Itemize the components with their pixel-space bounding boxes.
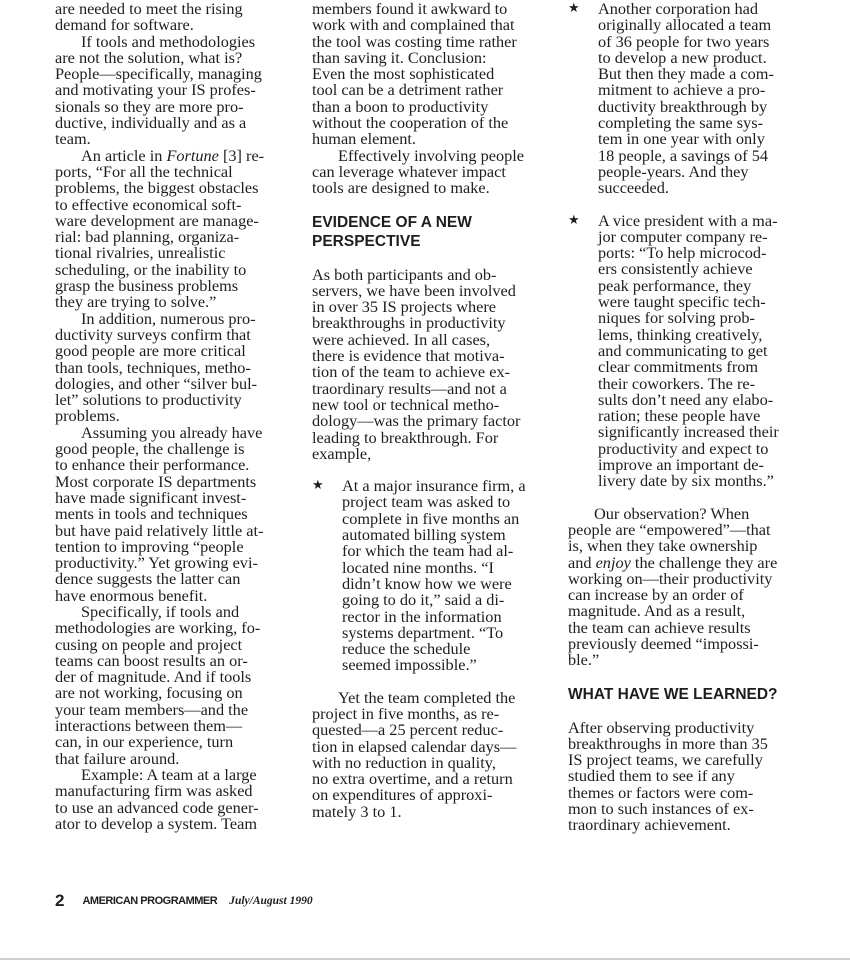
text-line: A vice president with a ma- — [598, 210, 778, 230]
text-line: themes or factors were com- — [568, 782, 754, 802]
text-line: niques for solving prob- — [598, 308, 755, 328]
text-line: After observing productivity — [568, 717, 755, 737]
text-line: located nine months. “I — [342, 557, 494, 577]
text-line: rial: bad planning, organiza- — [55, 227, 240, 247]
text-line: and enjoy the challenge they are — [568, 552, 778, 572]
text-line: cusing on people and project — [55, 634, 243, 654]
text-line: ductive, individually and as a — [55, 113, 247, 133]
text-line: lems, thinking creatively, — [598, 324, 763, 344]
text-line: project team was asked to — [342, 492, 511, 512]
text-line: going to do it,” said a di- — [342, 590, 505, 610]
text-line: methodologies are working, fo- — [55, 618, 261, 638]
text-line: If tools and methodologies — [81, 31, 256, 51]
text-line: no extra overtime, and a return — [312, 769, 513, 789]
text-line: and communicating to get — [598, 340, 768, 360]
text-line: dologies, and other “silver bul- — [55, 373, 258, 393]
text-line: peak performance, they — [598, 275, 752, 295]
text-line: At a major insurance firm, a — [342, 476, 526, 496]
text-line: ductivity surveys confirm that — [55, 324, 251, 344]
text-line: are not working, focusing on — [55, 683, 243, 703]
text-line: have made significant invest- — [55, 487, 247, 507]
text-line: tion in elapsed calendar days— — [312, 736, 517, 756]
text-line: without the cooperation of the — [312, 113, 509, 133]
text-line: People—specifically, managing — [55, 64, 262, 84]
column-2-paragraphs-top — [312, 1, 544, 197]
column-2-paragraph-evidence — [312, 264, 544, 463]
text-line: dology—was the primary factor — [312, 411, 521, 431]
text-line: to enhance their performance. — [55, 455, 250, 475]
text-line: is, when they take ownership — [568, 536, 758, 556]
text-line: completing the same sys- — [598, 113, 764, 133]
text-line: complete in five months an — [342, 508, 520, 528]
text-line: 18 people, a savings of 54 — [598, 145, 769, 165]
text-line: good people, the challenge is — [55, 439, 245, 459]
text-line: Even the most sophisticated — [312, 64, 495, 84]
text-line: An article in Fortune [3] re- — [81, 145, 265, 165]
text-line: Effectively involving people — [338, 145, 524, 165]
text-line: people are “empowered”—that — [568, 519, 771, 539]
text-line: working on—their productivity — [568, 568, 773, 588]
text-line: team. — [55, 129, 91, 149]
bullet-another-corporation — [568, 1, 804, 197]
page-footer — [55, 891, 313, 911]
text-line: new tool or technical metho- — [312, 394, 500, 414]
text-line: members found it awkward to — [312, 0, 508, 18]
text-line: productivity.” Yet growing evi- — [55, 553, 258, 573]
text-line: IS project teams, we carefully — [568, 750, 763, 770]
section-heading-evidence-line-1: EVIDENCE OF A NEW — [312, 213, 472, 231]
text-line: magnitude. And as a result, — [568, 601, 746, 621]
text-line: studied them to see if any — [568, 766, 735, 786]
text-line: As both participants and ob- — [312, 264, 497, 284]
text-line: succeeded. — [598, 178, 669, 198]
text-line: systems department. “To — [342, 622, 504, 642]
column-2 — [312, 1, 544, 820]
text-line: problems. — [55, 406, 120, 426]
text-line: demand for software. — [55, 15, 194, 35]
star-bullet-icon: ★ — [568, 212, 580, 228]
text-line: the tool was costing time rather — [312, 31, 517, 51]
text-line: have enormous benefit. — [55, 585, 208, 605]
column-3 — [568, 1, 804, 834]
text-line: originally allocated a team — [598, 15, 772, 35]
text-line: let” solutions to productivity — [55, 390, 242, 410]
text-line: breakthroughs in productivity — [312, 313, 506, 333]
text-line: their coworkers. The re- — [598, 373, 756, 393]
text-line: they are trying to solve.” — [55, 292, 217, 312]
text-line: manufacturing firm was asked — [55, 781, 253, 801]
text-line: Yet the team completed the — [338, 687, 516, 707]
text-line: but have paid relatively little at- — [55, 520, 264, 540]
section-heading-learned: WHAT HAVE WE LEARNED? — [568, 685, 778, 703]
text-line: mitment to achieve a pro- — [598, 80, 766, 100]
text-line: der of magnitude. And if tools — [55, 667, 252, 687]
text-line: there is evidence that motiva- — [312, 346, 505, 366]
text-line: were taught specific tech- — [598, 292, 766, 312]
text-line: than saving it. Conclusion: — [312, 47, 487, 67]
text-line: breakthroughs in more than 35 — [568, 733, 768, 753]
text-line: quested—a 25 percent reduc- — [312, 720, 504, 740]
column-1 — [55, 1, 287, 832]
star-bullet-icon: ★ — [312, 478, 324, 494]
text-line: problems, the biggest obstacles — [55, 178, 259, 198]
text-line: of 36 people for two years — [598, 31, 770, 51]
text-line: Assuming you already have — [81, 422, 263, 442]
text-line: sults don’t need any elabo- — [598, 389, 774, 409]
text-line: Example: A team at a large — [81, 764, 257, 784]
bullet-insurance-firm — [312, 478, 544, 674]
text-line: can increase by an order of — [568, 585, 744, 605]
text-line: grasp the business problems — [55, 276, 239, 296]
text-line: significantly increased their — [598, 422, 779, 442]
text-line: can leverage whatever impact — [312, 161, 506, 181]
text-line: can, in our experience, turn — [55, 732, 234, 752]
text-line: tools are designed to make. — [312, 178, 490, 198]
text-line: on expenditures of approxi- — [312, 785, 493, 805]
text-line: ports: “To help microcod- — [598, 243, 767, 263]
text-line: leading to breakthrough. For — [312, 427, 499, 447]
text-line: tem in one year with only — [598, 129, 765, 149]
text-line: servers, we have been involved — [312, 280, 516, 300]
column-3-paragraph-observation — [568, 503, 804, 670]
text-line: ments in tools and techniques — [55, 504, 248, 524]
text-line: Our observation? When — [594, 503, 750, 523]
text-line: tention to improving “people — [55, 536, 244, 556]
text-line: with no reduction in quality, — [312, 752, 496, 772]
text-line: tional rivalries, unrealistic — [55, 243, 226, 263]
text-line: productivity and expect to — [598, 438, 769, 458]
text-line: ration; these people have — [598, 406, 761, 426]
text-line: mately 3 to 1. — [312, 801, 402, 821]
text-line: livery date by six months.” — [598, 471, 774, 491]
text-line: jor computer company re- — [598, 226, 768, 246]
text-line: people-years. And they — [598, 161, 749, 181]
text-line: reduce the schedule — [342, 639, 471, 659]
text-line: in over 35 IS projects where — [312, 297, 497, 317]
text-line: your team members—and the — [55, 699, 249, 719]
text-line: for which the team had al- — [342, 541, 514, 561]
text-line: But then they made a com- — [598, 64, 774, 84]
text-line: ers consistently achieve — [598, 259, 753, 279]
text-line: human element. — [312, 129, 416, 149]
text-line: Specifically, if tools and — [81, 601, 240, 621]
text-line: good people are more critical — [55, 341, 246, 361]
issue-date: July/August 1990 — [229, 895, 313, 907]
text-line: tion of the team to achieve ex- — [312, 362, 511, 382]
text-line: sionals so they are more pro- — [55, 96, 244, 116]
text-line: ble.” — [568, 650, 600, 670]
text-line: mon to such instances of ex- — [568, 799, 754, 819]
text-line: ductivity breakthrough by — [598, 96, 768, 116]
column-2-paragraph-result — [312, 687, 544, 821]
text-line: to develop a new product. — [598, 47, 767, 67]
text-line: teams can boost results an or- — [55, 650, 248, 670]
text-line: tool can be a detriment rather — [312, 80, 504, 100]
text-line: traordinary achievement. — [568, 815, 731, 835]
text-line: improve an important de- — [598, 455, 764, 475]
text-line: In addition, numerous pro- — [81, 308, 256, 328]
page-number: 2 — [55, 891, 65, 910]
page-edge — [0, 958, 850, 960]
text-line: interactions between them— — [55, 716, 243, 736]
text-line: traordinary results—and not a — [312, 378, 507, 398]
text-line: clear commitments from — [598, 357, 759, 377]
text-line: ports, “For all the technical — [55, 161, 233, 181]
text-line: the team can achieve results — [568, 617, 751, 637]
column-3-paragraph-after — [568, 717, 804, 835]
text-line: Another corporation had — [598, 0, 759, 18]
star-bullet-icon: ★ — [568, 1, 580, 16]
text-line: didn’t know how we were — [342, 573, 512, 593]
text-line: dence suggests the latter can — [55, 569, 241, 589]
text-line: to effective economical soft- — [55, 194, 242, 214]
text-line: to use an advanced code gener- — [55, 797, 259, 817]
text-line: were achieved. In all cases, — [312, 329, 491, 349]
text-line: Most corporate IS departments — [55, 471, 257, 491]
text-line: and motivating your IS profes- — [55, 80, 256, 100]
text-line: ware development are manage- — [55, 210, 259, 230]
text-line: project in five months, as re- — [312, 703, 500, 723]
text-line: are needed to meet the rising — [55, 0, 243, 18]
publication-logo: AMERICAN PROGRAMMER — [82, 895, 218, 907]
text-line: scheduling, or the inability to — [55, 259, 247, 279]
bullet-vice-president — [568, 210, 804, 491]
text-line: than tools, techniques, metho- — [55, 357, 251, 377]
text-line: than a boon to productivity — [312, 96, 489, 116]
text-line: seemed impossible.” — [342, 655, 477, 675]
text-line: are not the solution, what is? — [55, 47, 243, 67]
text-line: that failure around. — [55, 748, 180, 768]
text-line: work with and complained that — [312, 15, 515, 35]
text-line: ator to develop a system. Team — [55, 813, 258, 833]
section-heading-evidence-line-2: PERSPECTIVE — [312, 232, 421, 250]
text-line: previously deemed “impossi- — [568, 633, 759, 653]
text-line: rector in the information — [342, 606, 502, 626]
text-line: automated billing system — [342, 525, 506, 545]
text-line: example, — [312, 443, 372, 463]
